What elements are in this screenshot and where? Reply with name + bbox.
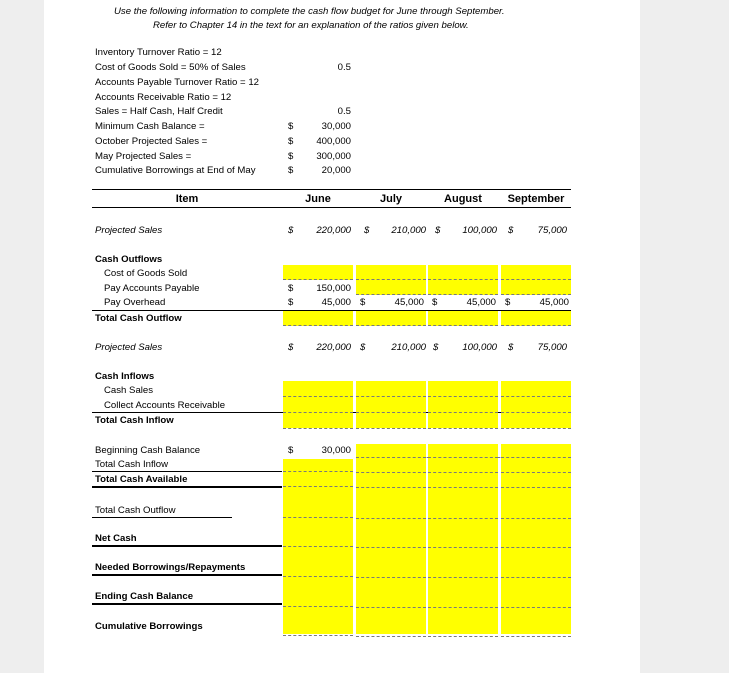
needed-borrowings-label: Needed Borrowings/Repayments xyxy=(95,562,246,573)
amount: 45,000 xyxy=(394,297,424,308)
amount: 100,000 xyxy=(462,342,497,353)
pay-ap-september-cell[interactable] xyxy=(501,280,571,295)
assumption-value: 30,000 xyxy=(321,121,351,132)
inflows-september-cells[interactable] xyxy=(501,381,571,428)
cumulative-borrowings-label: Cumulative Borrowings xyxy=(95,621,203,632)
currency-sign: $ xyxy=(432,297,438,308)
amount: 45,000 xyxy=(321,297,351,308)
currency-sign: $ xyxy=(288,165,294,176)
total-outflow-june-cell[interactable] xyxy=(283,311,353,326)
currency-sign: $ xyxy=(288,342,294,353)
assumption-value: 20,000 xyxy=(321,165,351,176)
currency-sign: $ xyxy=(288,151,294,162)
amount: 220,000 xyxy=(316,342,351,353)
currency-sign: $ xyxy=(288,283,294,294)
pay-ap-august-cell[interactable] xyxy=(428,280,498,295)
header-july: July xyxy=(379,193,402,205)
header-item: Item xyxy=(175,193,199,205)
header-august: August xyxy=(444,193,482,205)
total-outflow-label: Total Cash Outflow xyxy=(95,313,182,324)
net-cash-rule xyxy=(92,545,282,547)
balance-august-cells[interactable] xyxy=(428,444,498,634)
amount: 220,000 xyxy=(316,225,351,236)
total-outflow-september-cell[interactable] xyxy=(501,311,571,326)
assumption-value: 0.5 xyxy=(337,62,351,73)
currency-sign: $ xyxy=(288,136,294,147)
projected-sales-label: Projected Sales xyxy=(95,225,163,236)
currency-sign: $ xyxy=(435,225,441,236)
amount: 45,000 xyxy=(539,297,569,308)
assumption-value: 300,000 xyxy=(316,151,351,162)
cogs-july-cell[interactable] xyxy=(356,265,426,280)
ending-rule xyxy=(92,603,282,605)
available-rule xyxy=(92,471,282,472)
pay-ap-label: Pay Accounts Payable xyxy=(104,283,200,294)
amount: 75,000 xyxy=(537,342,567,353)
total-outflow-label-2: Total Cash Outflow xyxy=(95,505,176,516)
amount: 30,000 xyxy=(321,445,351,456)
currency-sign: $ xyxy=(360,342,366,353)
assumption-label: Accounts Payable Turnover Ratio = 12 xyxy=(95,77,259,88)
total-available-label: Total Cash Available xyxy=(95,474,188,485)
currency-sign: $ xyxy=(505,297,511,308)
available-double-rule xyxy=(92,486,282,488)
outflow2-rule xyxy=(92,517,232,518)
total-outflow-july-cell[interactable] xyxy=(356,311,426,326)
assumption-label: Sales = Half Cash, Half Credit xyxy=(95,106,223,117)
balance-july-cells[interactable] xyxy=(356,444,426,634)
cogs-september-cell[interactable] xyxy=(501,265,571,280)
currency-sign: $ xyxy=(288,445,294,456)
assumption-label: Minimum Cash Balance = xyxy=(95,121,205,132)
currency-sign: $ xyxy=(360,297,366,308)
currency-sign: $ xyxy=(288,225,294,236)
cogs-june-cell[interactable] xyxy=(283,265,353,280)
assumption-value: 0.5 xyxy=(337,106,351,117)
currency-sign: $ xyxy=(288,121,294,132)
amount: 210,000 xyxy=(391,342,426,353)
cash-outflows-title: Cash Outflows xyxy=(95,254,163,265)
net-cash-label: Net Cash xyxy=(95,533,137,544)
amount: 210,000 xyxy=(391,225,426,236)
currency-sign: $ xyxy=(508,342,514,353)
projected-sales-label-2: Projected Sales xyxy=(95,342,163,353)
currency-sign: $ xyxy=(288,297,294,308)
cogs-august-cell[interactable] xyxy=(428,265,498,280)
assumption-label: May Projected Sales = xyxy=(95,151,192,162)
inflows-august-cells[interactable] xyxy=(428,381,498,428)
assumption-label: Cumulative Borrowings at End of May xyxy=(95,165,256,176)
total-inflow-label-2: Total Cash Inflow xyxy=(95,459,169,470)
needed-rule xyxy=(92,574,282,576)
total-inflow-label: Total Cash Inflow xyxy=(95,415,174,426)
header-top-rule xyxy=(92,189,571,190)
amount: 100,000 xyxy=(462,225,497,236)
amount: 150,000 xyxy=(316,283,351,294)
assumption-label: Inventory Turnover Ratio = 12 xyxy=(95,47,222,58)
beginning-balance-label: Beginning Cash Balance xyxy=(95,445,201,456)
header-bottom-rule xyxy=(92,207,571,208)
cash-sales-label: Cash Sales xyxy=(104,385,154,396)
inflows-june-cells[interactable] xyxy=(283,381,353,428)
assumption-value: 400,000 xyxy=(316,136,351,147)
cogs-label: Cost of Goods Sold xyxy=(104,268,188,279)
overhead-label: Pay Overhead xyxy=(104,297,166,308)
currency-sign: $ xyxy=(508,225,514,236)
currency-sign: $ xyxy=(433,342,439,353)
balance-june-cells[interactable] xyxy=(283,459,353,634)
assumption-label: Accounts Receivable Ratio = 12 xyxy=(95,92,232,103)
worksheet xyxy=(44,0,640,673)
collect-ar-label: Collect Accounts Receivable xyxy=(104,400,226,411)
assumption-label: Cost of Goods Sold = 50% of Sales xyxy=(95,62,246,73)
assumption-label: October Projected Sales = xyxy=(95,136,208,147)
amount: 45,000 xyxy=(466,297,496,308)
cash-inflows-title: Cash Inflows xyxy=(95,371,155,382)
instruction-line-2: Refer to Chapter 14 in the text for an explanation of the ratios given below. xyxy=(153,20,469,31)
currency-sign: $ xyxy=(364,225,370,236)
inflows-july-cells[interactable] xyxy=(356,381,426,428)
instruction-line-1: Use the following information to complete the cash flow budget for June through September. xyxy=(114,6,505,17)
total-outflow-august-cell[interactable] xyxy=(428,311,498,326)
header-june: June xyxy=(305,193,331,205)
amount: 75,000 xyxy=(537,225,567,236)
ending-balance-label: Ending Cash Balance xyxy=(95,591,194,602)
pay-ap-july-cell[interactable] xyxy=(356,280,426,295)
header-september: September xyxy=(507,193,565,205)
balance-september-cells[interactable] xyxy=(501,444,571,634)
